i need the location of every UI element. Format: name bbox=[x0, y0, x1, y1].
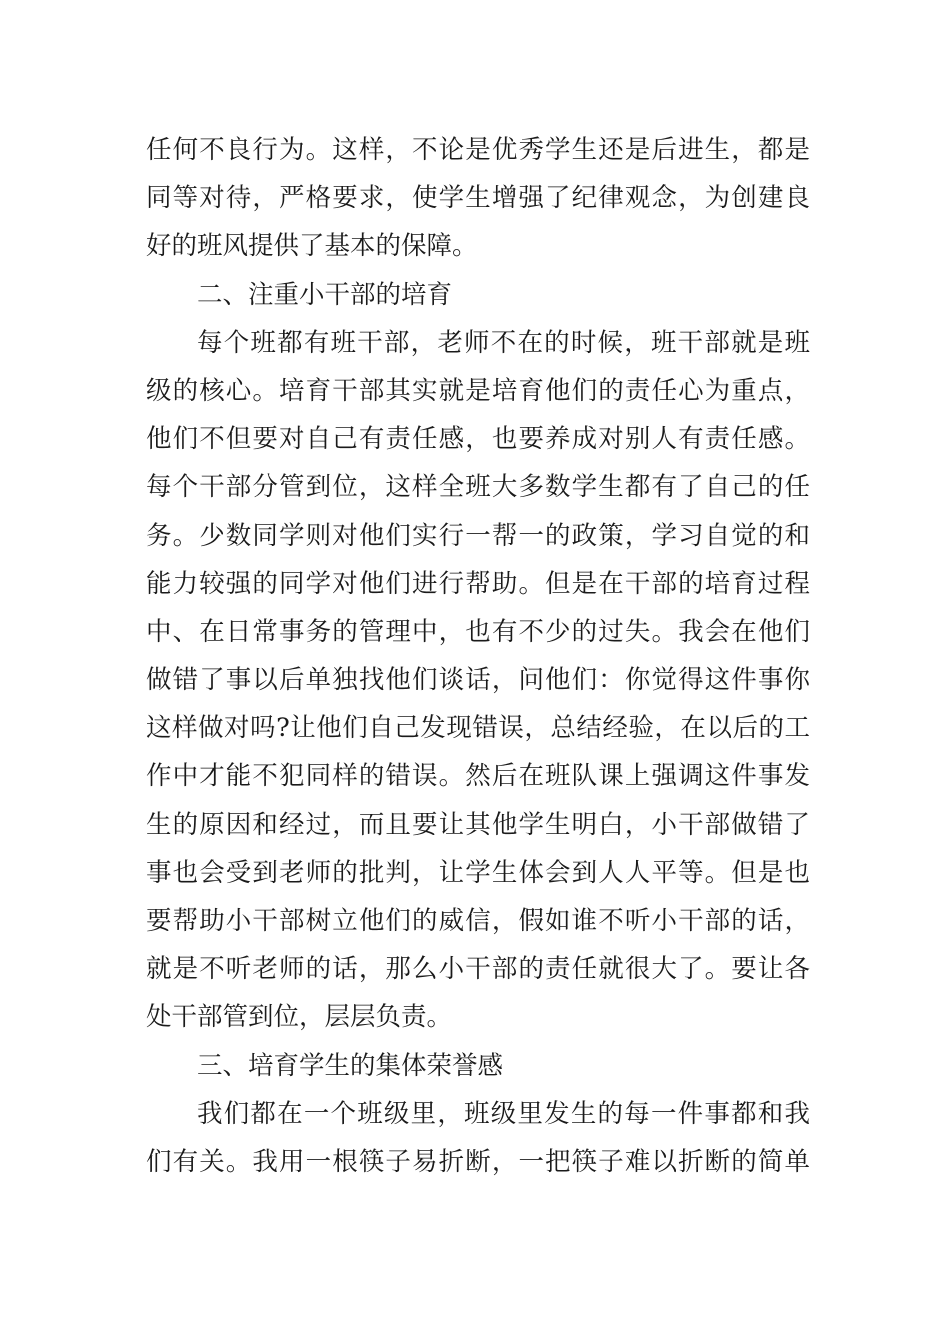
paragraph-line: 这样做对吗?让他们自己发现错误，总结经验，在以后的工 bbox=[146, 713, 810, 744]
paragraph-line: 好的班风提供了基本的保障。 bbox=[146, 231, 478, 262]
paragraph-line: 同等对待，严格要求，使学生增强了纪律观念，为创建良 bbox=[146, 183, 810, 214]
paragraph-line: 我们都在一个班级里，班级里发生的每一件事都和我 bbox=[197, 1098, 810, 1129]
paragraph-line: 事也会受到老师的批判，让学生体会到人人平等。但是也 bbox=[146, 857, 810, 888]
document-body bbox=[146, 126, 810, 1186]
paragraph-line: 任何不良行为。这样，不论是优秀学生还是后进生，都是 bbox=[146, 135, 810, 165]
paragraph-line: 生的原因和经过，而且要让其他学生明白，小干部做错了 bbox=[146, 809, 810, 840]
section-heading: 三、培育学生的集体荣誉感 bbox=[197, 1050, 504, 1081]
paragraph-line: 要帮助小干部树立他们的威信，假如谁不听小干部的话， bbox=[146, 906, 810, 936]
paragraph-line: 们有关。我用一根筷子易折断，一把筷子难以折断的简单 bbox=[146, 1146, 810, 1177]
paragraph-line: 做错了事以后单独找他们谈话，问他们：你觉得这件事你 bbox=[146, 665, 810, 696]
paragraph-line: 就是不听老师的话，那么小干部的责任就很大了。要让各 bbox=[146, 954, 810, 985]
paragraph-line: 能力较强的同学对他们进行帮助。但是在干部的培育过程 bbox=[146, 568, 810, 599]
paragraph-line: 每个班都有班干部，老师不在的时候，班干部就是班 bbox=[197, 327, 810, 358]
paragraph-line: 作中才能不犯同样的错误。然后在班队课上强调这件事发 bbox=[146, 761, 810, 792]
paragraph-line: 处干部管到位，层层负责。 bbox=[146, 1002, 453, 1033]
paragraph-line: 中、在日常事务的管理中，也有不少的过失。我会在他们 bbox=[146, 616, 810, 647]
paragraph-line: 他们不但要对自己有责任感，也要养成对别人有责任感。 bbox=[146, 424, 810, 455]
paragraph-line: 级的核心。培育干部其实就是培育他们的责任心为重点， bbox=[146, 375, 810, 406]
paragraph-line: 每个干部分管到位，这样全班大多数学生都有了自己的任 bbox=[146, 472, 810, 503]
section-heading: 二、注重小干部的培育 bbox=[197, 279, 453, 310]
paragraph-line: 务。少数同学则对他们实行一帮一的政策，学习自觉的和 bbox=[146, 520, 810, 551]
